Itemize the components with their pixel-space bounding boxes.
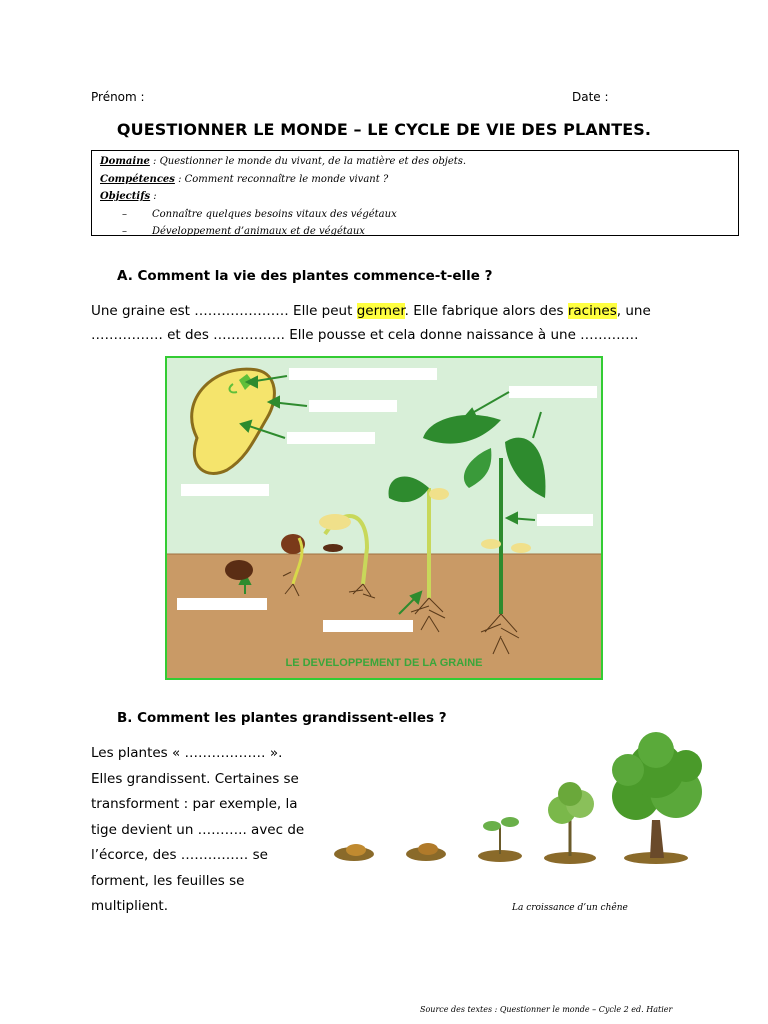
diagram-illustration xyxy=(167,358,601,678)
objectifs-label: Objectifs xyxy=(100,191,151,202)
domaine-label: Domaine xyxy=(100,156,150,167)
label-box-3 xyxy=(287,432,375,444)
objectifs-line xyxy=(100,188,738,206)
acorn-stage-1-icon xyxy=(334,844,374,861)
page-title: QUESTIONNER LE MONDE – LE CYCLE DE VIE DES PLANTES. xyxy=(116,120,652,139)
objectif-text: Développement d’animaux et de végétaux xyxy=(152,226,365,237)
domaine-line xyxy=(100,153,738,171)
paragraph-line: Elles grandissent. Certaines se xyxy=(91,770,299,787)
sprout-stage-3-icon xyxy=(478,817,522,862)
label-box-4 xyxy=(181,484,269,496)
diagram-caption: LE DEVELOPPEMENT DE LA GRAINE xyxy=(285,657,483,669)
sapling-stage-4-icon xyxy=(544,782,596,864)
oak-tree-stage-5-icon xyxy=(612,732,702,864)
paragraph-line: transforment : par exemple, la xyxy=(91,796,298,812)
info-box xyxy=(91,150,739,236)
date-label: Date : xyxy=(572,90,609,104)
source-note: Source des textes : Questionner le monde – Cycle 2 ed. Hatier xyxy=(420,1005,673,1014)
paragraph-line xyxy=(91,299,751,323)
competences-text: : Comment reconnaître le monde vivant ? xyxy=(174,173,389,185)
paragraph-line: forment, les feuilles se xyxy=(91,872,245,889)
objectif-item xyxy=(100,206,738,224)
label-box-6 xyxy=(537,514,593,526)
domaine-text: : Questionner le monde du vivant, de la matière et des objets. xyxy=(149,156,467,167)
section-a-paragraph xyxy=(91,299,751,347)
paragraph-line: l’écorce, des …………… se xyxy=(91,847,268,863)
seed-icon xyxy=(225,560,253,580)
text-segment: Une graine est ………………… Elle peut xyxy=(91,303,357,319)
label-box-5 xyxy=(509,386,597,398)
label-box-8 xyxy=(323,620,413,632)
seed-development-diagram xyxy=(165,356,603,680)
competences-label: Compétences xyxy=(100,173,175,185)
paragraph-line: tige devient un ……….. avec de xyxy=(91,821,305,838)
objectif-item xyxy=(100,223,738,241)
list-dash: – xyxy=(122,226,127,237)
acorn-stage-2-icon xyxy=(406,843,446,861)
paragraph-line: multiplient. xyxy=(91,898,169,914)
oak-growth-caption: La croissance d’un chêne xyxy=(512,903,628,913)
oak-growth-illustration xyxy=(330,730,710,870)
objectif-text: Connaître quelques besoins vitaux des végétaux xyxy=(152,208,397,220)
label-box-2 xyxy=(309,400,397,412)
label-box-1 xyxy=(289,368,437,380)
text-segment: , une xyxy=(616,303,651,319)
list-dash: – xyxy=(122,208,127,220)
highlight-word: germer xyxy=(356,303,405,319)
label-box-7 xyxy=(177,598,267,610)
competences-line xyxy=(100,171,738,189)
text-segment: . Elle fabrique alors des xyxy=(404,303,568,319)
section-a-heading: A. Comment la vie des plantes commence-t-elle ? xyxy=(117,268,493,284)
paragraph-line: Les plantes « ……………… ». xyxy=(91,745,283,761)
section-b-heading: B. Comment les plantes grandissent-elles ? xyxy=(117,710,447,726)
objectifs-colon: : xyxy=(150,191,157,202)
section-b-paragraph xyxy=(91,741,331,920)
highlight-word: racines xyxy=(567,303,617,319)
prenom-label: Prénom : xyxy=(91,90,145,104)
paragraph-line: ……………. et des ……………. Elle pousse et cela donne naissance à une …………. xyxy=(91,327,639,343)
